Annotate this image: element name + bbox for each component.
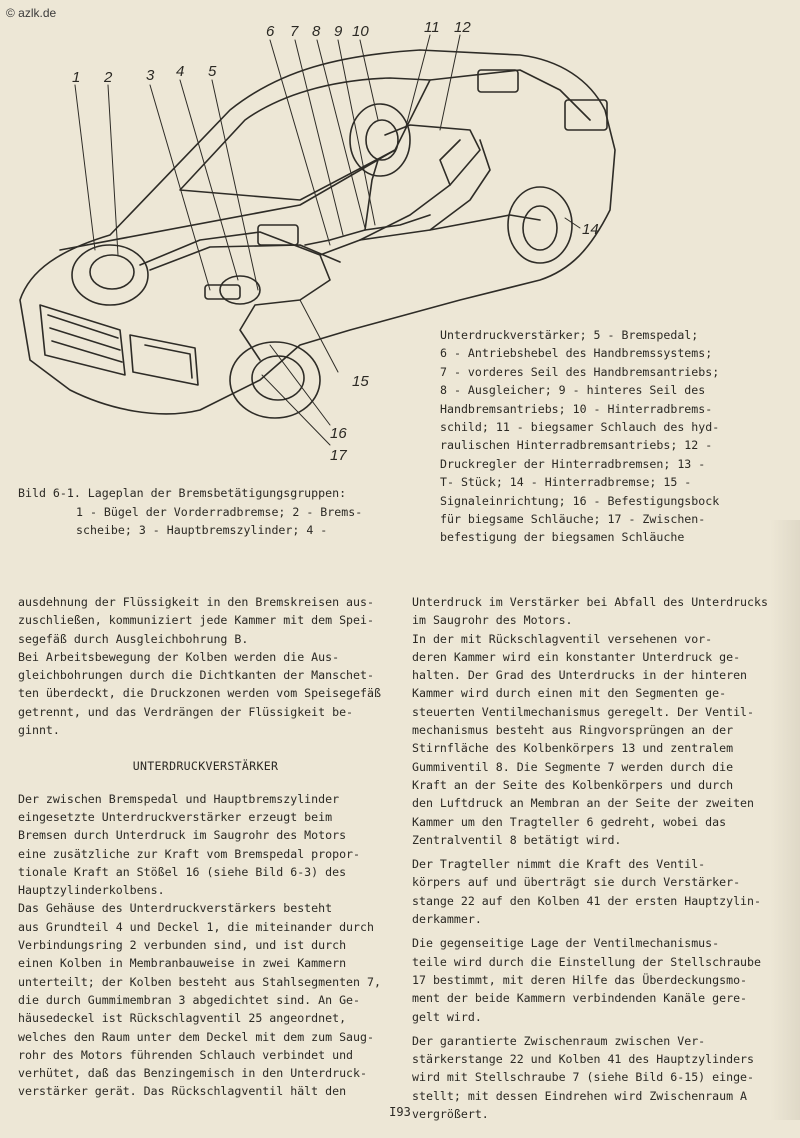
paragraph: Unterdruck im Verstärker bei Abfall des Unterdrucks im Saugrohr des Motors. xyxy=(412,595,768,628)
callout-8: 8 xyxy=(312,23,321,40)
paragraph: Das Gehäuse des Unterdruckverstärkers besteht aus Grundteil 4 und Deckel 1, die miteinander durch Verbindungsring 2 verbunden sind, und ist durch einen Kolben in Membranbauweise in zwei Kammern unterteilt; der Kolben besteht aus Stahlsegmenten 7, die durch Gummimembran 3 abgedichtet sind. An Ge- häusedeckel ist Rückschlagventil 25 angeordnet, welches den Raum unter dem Deckel mit dem zum Saug- rohr des Motors führenden Schlauch verbindet und verhütet, daß das Benzingemisch in den Unterdruck- verstärker gerät. Das Rückschlagventil hält den xyxy=(18,901,381,1099)
rear-left-wheel xyxy=(350,104,410,176)
front-left-wheel xyxy=(72,245,148,305)
callout-2: 2 xyxy=(104,69,113,86)
callout-9: 9 xyxy=(334,23,343,40)
headlight xyxy=(130,335,198,385)
paragraph: Die gegenseitige Lage der Ventilmechanismus- teile wird durch die Einstellung der Stellschraube 17 bestimmt, mit deren Hilfe das Überdeckungsmo- ment der beide Kammern verbindenden Kanäle gere- gelt wird. xyxy=(412,936,762,1024)
paragraph: Der garantierte Zwischenraum zwischen Ver- stärkerstange 22 und Kolben 41 des Hauptzylinders wird mit Stellschraube 7 (siehe Bild 6-15) einge- stellt; mit dessen Eindrehen wird Zwischenraum A vergrößert. xyxy=(412,1033,755,1122)
rear-right-wheel xyxy=(508,187,572,263)
roof-line xyxy=(430,70,590,120)
section-heading: UNTERDRUCKVERSTÄRKER xyxy=(132,759,279,774)
caption-title: Bild 6-1. Lageplan der Bremsbetätigungsgruppen: xyxy=(18,486,347,500)
grille xyxy=(40,305,125,375)
callout-4: 4 xyxy=(176,63,185,80)
figure-caption xyxy=(18,484,388,540)
paragraph: Der Tragteller nimmt die Kraft des Ventil- körpers auf und überträgt sie durch Verstärker- stange 22 auf den Kolben 41 der ersten Hauptzylin- derkammer. xyxy=(412,857,762,927)
figure-legend: Unterdruckverstärker; 5 - Bremspedal; 6 - Antriebshebel des Handbremssystems; 7 - vorderes Seil des Handbremsantriebs; 8 - Ausgleicher; 9 - hinteres Seil des Handbremsantriebs; 10 - Hinterradbrems- schild; 11 - biegsamer Schlauch des hyd- raulischen Hinterradbremsantriebs; 12 - Druckregler der Hinterradbremsen; 13 - T- Stück; 14 - Hinterradbremse; 15 - Signaleinrichtung; 16 - Befestigungsbock für biegsame Schläuche; 17 - Zwischen- befestigung der biegsamen Schläuche xyxy=(440,328,720,545)
right-text-column xyxy=(412,593,787,1123)
callout-3: 3 xyxy=(146,67,155,84)
fluid-reservoir xyxy=(258,225,298,245)
callout-15: 15 xyxy=(352,373,369,390)
left-text-column xyxy=(18,593,393,1101)
callout-7: 7 xyxy=(290,23,299,40)
callout-10: 10 xyxy=(352,23,369,40)
callout-5: 5 xyxy=(208,63,217,80)
paragraph: ausdehnung der Flüssigkeit in den Bremskreisen aus- zuschließen, kommuniziert jede Kammer mit dem Spei- segefäß durch Ausgleichbohrung B. xyxy=(18,595,374,646)
brake-lines xyxy=(140,232,330,360)
callout-6: 6 xyxy=(266,23,275,40)
windshield-outline xyxy=(180,78,430,200)
callout-14: 14 xyxy=(582,221,599,238)
scan-shadow xyxy=(770,520,800,1120)
callout-16: 16 xyxy=(330,425,347,442)
paragraph: Bei Arbeitsbewegung der Kolben werden die Aus- gleichbohrungen durch die Dichtkanten der Manschet- ten überdeckt, die Druckzonen werden vom Speisegefäß getrennt, und das Verdrängen der Flüssigkeit be- ginnt. xyxy=(18,649,381,738)
handbrake-cable xyxy=(305,215,430,245)
callout-17: 17 xyxy=(330,447,347,464)
paragraph: Der zwischen Bremspedal und Hauptbremszylinder eingesetzte Unterdruckverstärker erzeugt beim Bremsen durch Unterdruck im Saugrohr des Motors eine zusätzliche zur Kraft vom Bremspedal propor- tionale Kraft an Stößel 16 (siehe Bild 6-3) des Hauptzylinderkolbens. xyxy=(18,791,361,898)
front-right-wheel xyxy=(230,342,320,418)
callout-11: 11 xyxy=(424,19,440,36)
callout-12: 12 xyxy=(454,19,471,36)
paragraph: In der mit Rückschlagventil versehenen vor- deren Kammer wird ein konstanter Unterdruck ge- halten. Der Grad des Unterdrucks in der hinteren Kammer wird durch einen mit den Segmenten ge- steuerten Ventilmechanismus geregelt. Der Ventil- mechanismus besteht aus Ringvorsprüngen an der Stirnfläche des Kolbenkörpers 13 und zentralem Gummiventil 8. Die Segmente 7 werden durch die Kraft an der Seite des Kolbenkörpers und durch den Luftdruck an Membran an der Seite der zweiten Kammer um den Tragteller 6 gedreht, wobei das Zentralventil 8 betätigt wird. xyxy=(412,631,755,847)
page-number: I93 xyxy=(389,1105,411,1119)
caption-continuation: 1 - Bügel der Vorderradbremse; 2 - Brems- scheibe; 3 - Hauptbremszylinder; 4 - xyxy=(76,504,363,538)
callout-1: 1 xyxy=(72,69,81,86)
watermark: © azlk.de xyxy=(6,6,57,20)
